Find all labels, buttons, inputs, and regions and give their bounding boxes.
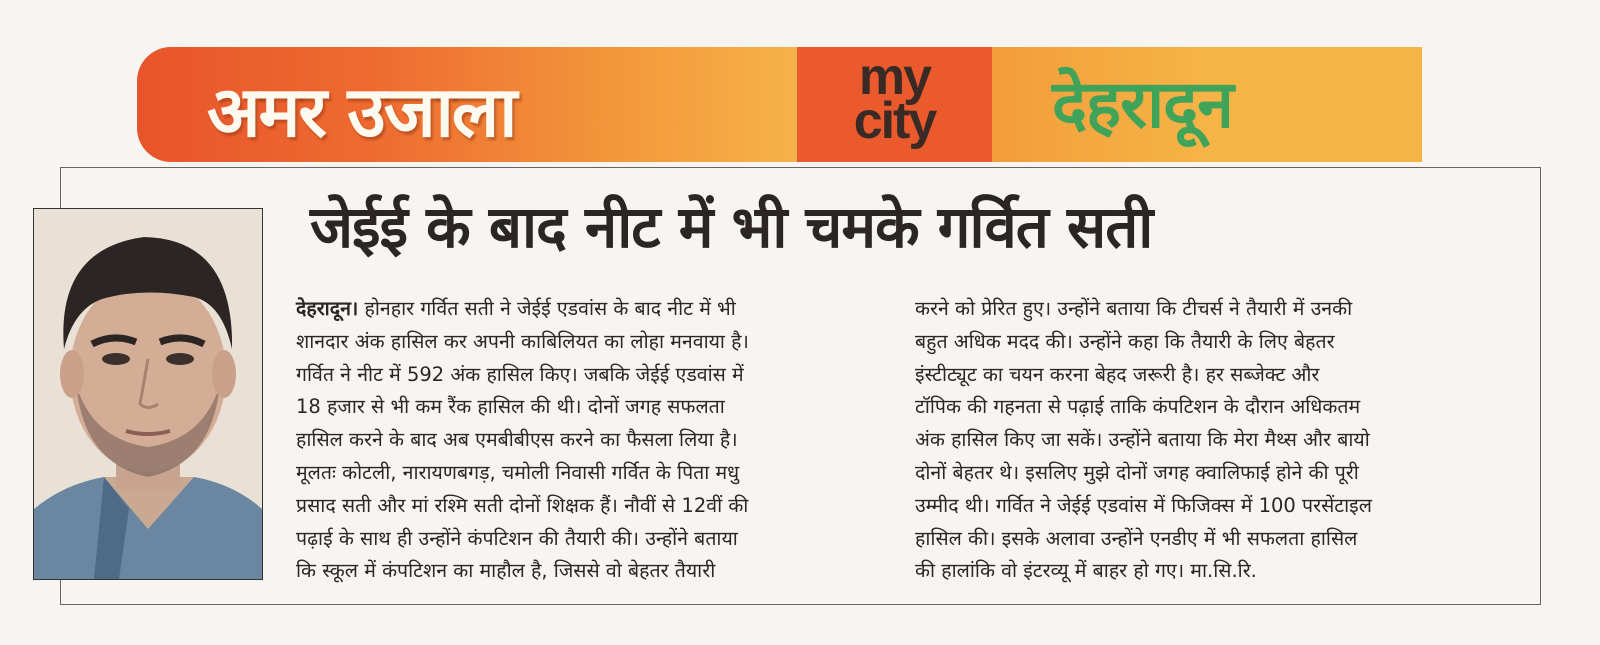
- column-1-line: प्रसाद सती और मां रश्मि सती दोनों शिक्षक हैं। नौवीं से 12वीं की: [296, 493, 749, 517]
- column-2-line: इंस्टीट्यूट का चयन करना बेहद जरूरी है। हर सब्जेक्ट और: [915, 362, 1320, 386]
- city-name: देहरादून: [1052, 66, 1233, 143]
- column-2-line: उम्मीद थी। गर्वित ने जेईई एडवांस में फिजिक्स में 100 परसेंटाइल: [915, 493, 1372, 517]
- newspaper-logo: अमर उजाला: [207, 71, 516, 153]
- my-city-logo: [797, 47, 992, 162]
- article-column-1: [296, 293, 886, 588]
- column-2-line: दोनों बेहतर थे। इसलिए मुझे दोनों जगह क्वालिफाई होने की पूरी: [915, 460, 1359, 484]
- article-column-2: [915, 293, 1515, 588]
- student-portrait-icon: [34, 209, 262, 579]
- column-2-line: की हालांकि वो इंटरव्यू में बाहर हो गए। मा.सि.रि.: [915, 559, 1257, 583]
- column-1-line: हासिल करने के बाद अब एमबीबीएस करने का फैसला लिया है।: [296, 428, 738, 452]
- column-2-line: अंक हासिल किए जा सकें। उन्होंने बताया कि मेरा मैथ्स और बायो: [915, 428, 1370, 452]
- my-city-logo-line1: my: [858, 48, 931, 106]
- masthead-paper-panel: [137, 47, 797, 162]
- column-1-line-text: होनहार गर्वित सती ने जेईई एडवांस के बाद नीट में भी: [364, 297, 736, 320]
- column-2-line: टॉपिक की गहनता से पढ़ाई ताकि कंपटिशन के दौरान अधिकतम: [915, 395, 1361, 419]
- student-portrait-photo: [33, 208, 263, 580]
- column-1-line: [296, 293, 886, 326]
- dateline: देहरादून।: [296, 297, 359, 320]
- column-1-line: मूलतः कोटली, नारायणबगड़, चमोली निवासी गर्वित के पिता मधु: [296, 460, 740, 484]
- article-headline: जेईई के बाद नीट में भी चमके गर्वित सती: [310, 193, 1153, 261]
- masthead-city-panel: [992, 47, 1422, 162]
- column-2-line: करने को प्रेरित हुए। उन्होंने बताया कि टीचर्स ने तैयारी में उनकी: [915, 297, 1353, 320]
- my-city-logo-line2: city: [853, 92, 936, 150]
- column-2-line: बहुत अधिक मदद की। उन्होंने कहा कि तैयारी के लिए बेहतर: [915, 329, 1335, 353]
- masthead: [137, 47, 1422, 162]
- column-1-line: पढ़ाई के साथ ही उन्होंने कंपटिशन की तैयारी की। उन्होंने बताया: [296, 526, 738, 550]
- column-1-line: 18 हजार से भी कम रैंक हासिल की थी। दोनों जगह सफलता: [296, 395, 725, 419]
- column-1-line: शानदार अंक हासिल कर अपनी काबिलियत का लोहा मनवाया है।: [296, 329, 749, 353]
- column-1-line: कि स्कूल में कंपटिशन का माहौल है, जिससे वो बेहतर तैयारी: [296, 559, 716, 583]
- column-2-line: हासिल की। इसके अलावा उन्होंने एनडीए में भी सफलता हासिल: [915, 526, 1358, 550]
- column-1-line: गर्वित ने नीट में 592 अंक हासिल किए। जबकि जेईई एडवांस में: [296, 362, 744, 386]
